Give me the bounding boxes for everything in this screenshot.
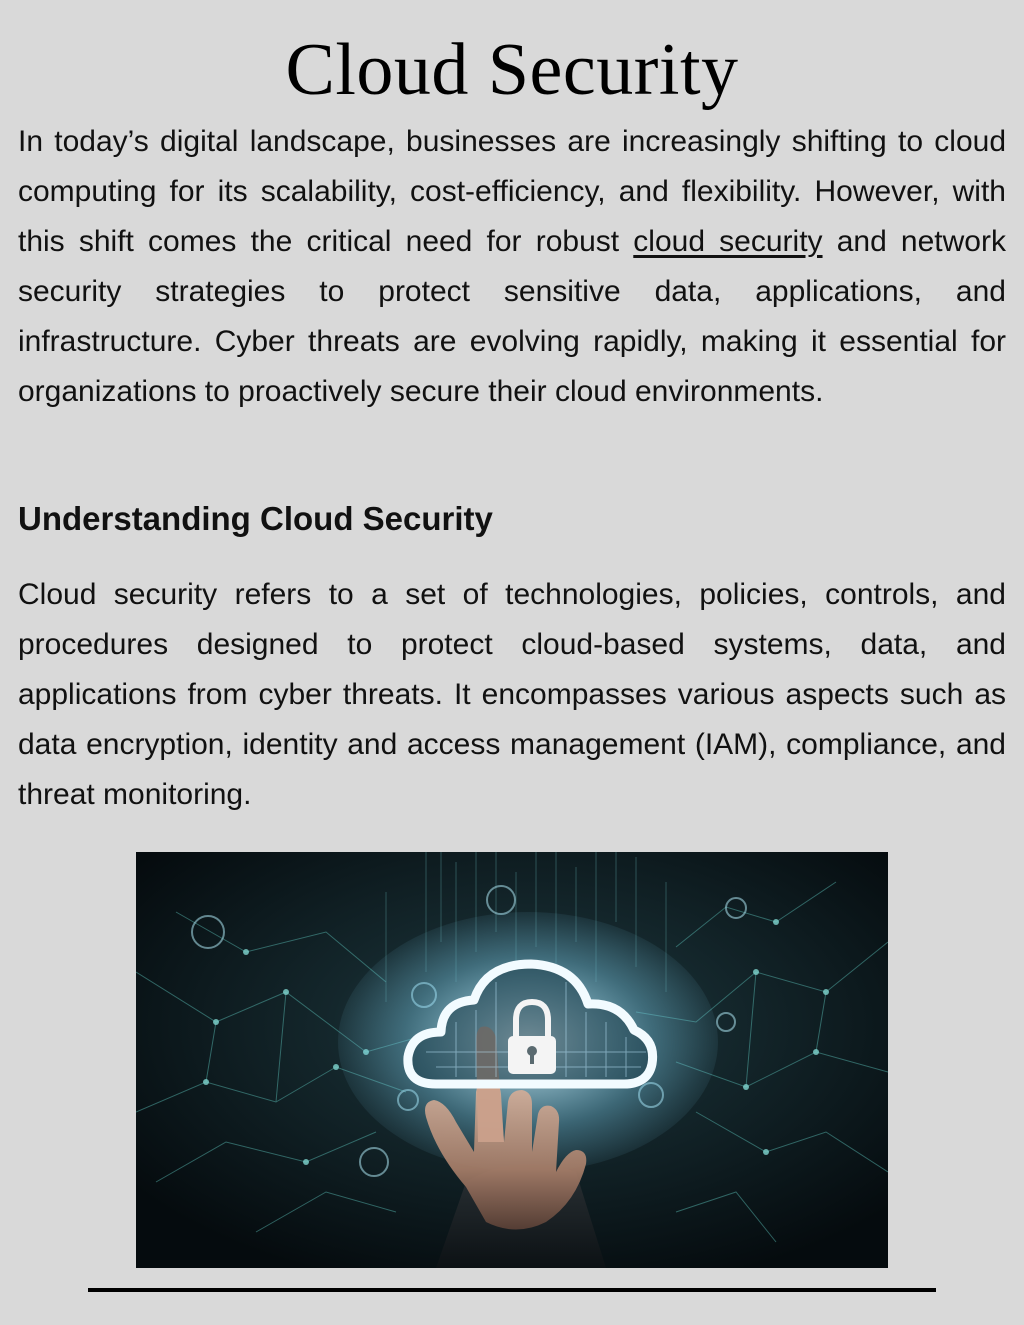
intro-paragraph	[18, 117, 1006, 417]
intro-text-before-link: In today’s digital landscape, businesses are increasingly shifting to cloud computing for its scalability, cost-efficiency, and flexibility. However, with this shift comes the critical need for robust	[18, 125, 1006, 258]
bottom-divider	[88, 1288, 936, 1292]
section-heading: Understanding Cloud Security	[18, 500, 493, 537]
cloud-security-image	[136, 852, 888, 1268]
intro-text-after-link: and network security strategies to protect sensitive data, applications, and infrastructure. Cyber threats are evolving rapidly, making it essential for organizations to proactively secure their cloud environments.	[18, 225, 1006, 408]
section-body-paragraph: Cloud security refers to a set of technologies, policies, controls, and procedures designed to protect cloud-based systems, data, and applications from cyber threats. It encompasses various aspects such as data encryption, identity and access management (IAM), compliance, and threat monitoring.	[18, 578, 1006, 811]
cloud-security-link[interactable]: cloud security	[633, 225, 823, 258]
cloud-lock-hand-illustration	[136, 852, 888, 1268]
page-title: Cloud Security	[285, 29, 739, 111]
